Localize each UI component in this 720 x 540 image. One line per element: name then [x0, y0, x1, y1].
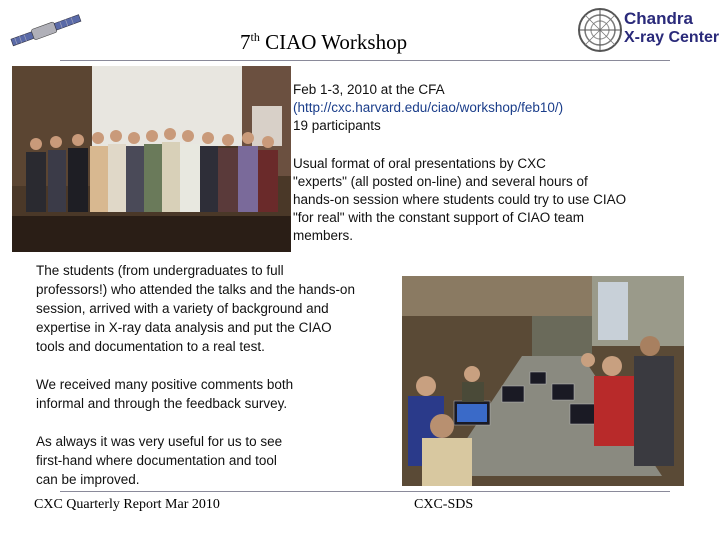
logo-text-chandra: Chandra [624, 9, 693, 28]
para1-line-4: expertise in X-ray data analysis and put the CIAO [36, 320, 332, 335]
header-rule [60, 60, 670, 61]
group-photo [12, 66, 291, 252]
para2-line-1: We received many positive comments both [36, 377, 294, 392]
slide-title: 7th CIAO Workshop [240, 30, 408, 54]
footer-rule [60, 491, 670, 492]
para2-line-2: informal and through the feedback survey. [36, 396, 288, 411]
format-line-1: Usual format of oral presentations by CXC [293, 156, 546, 171]
format-line-2: "experts" (all posted on-line) and several hours of [293, 174, 588, 189]
workshop-info [293, 81, 713, 245]
footer-report: CXC Quarterly Report Mar 2010 [34, 497, 220, 512]
para3-line-1: As always it was very useful for us to see [36, 434, 283, 449]
participants-count: 19 participants [293, 118, 381, 133]
footer-division: CXC-SDS [414, 497, 474, 512]
logo-text-xray-center: X-ray Center [624, 29, 720, 46]
para1-line-5: tools and documentation to a real test. [36, 339, 265, 354]
para3-line-2: first-hand where documentation and tool [36, 453, 277, 468]
body-text [36, 261, 396, 489]
format-line-4: "for real" with the constant support of CIAO team [293, 210, 584, 225]
para1-line-2: professors!) who attended the talks and the hands-on [36, 282, 355, 297]
chandra-logo-icon [576, 6, 624, 54]
para1-line-1: The students (from undergraduates to full [36, 263, 284, 278]
format-line-3: hands-on session where students could try to use CIAO [293, 192, 627, 207]
para3-line-3: can be improved. [36, 472, 140, 487]
chandra-satellite-icon [8, 6, 88, 54]
hands-on-session-photo [402, 276, 684, 486]
para1-line-3: session, arrived with a variety of background and [36, 301, 329, 316]
workshop-url[interactable]: (http://cxc.harvard.edu/ciao/workshop/feb10/) [293, 100, 564, 115]
workshop-date: Feb 1-3, 2010 at the CFA [293, 82, 445, 97]
format-line-5: members. [293, 228, 354, 243]
